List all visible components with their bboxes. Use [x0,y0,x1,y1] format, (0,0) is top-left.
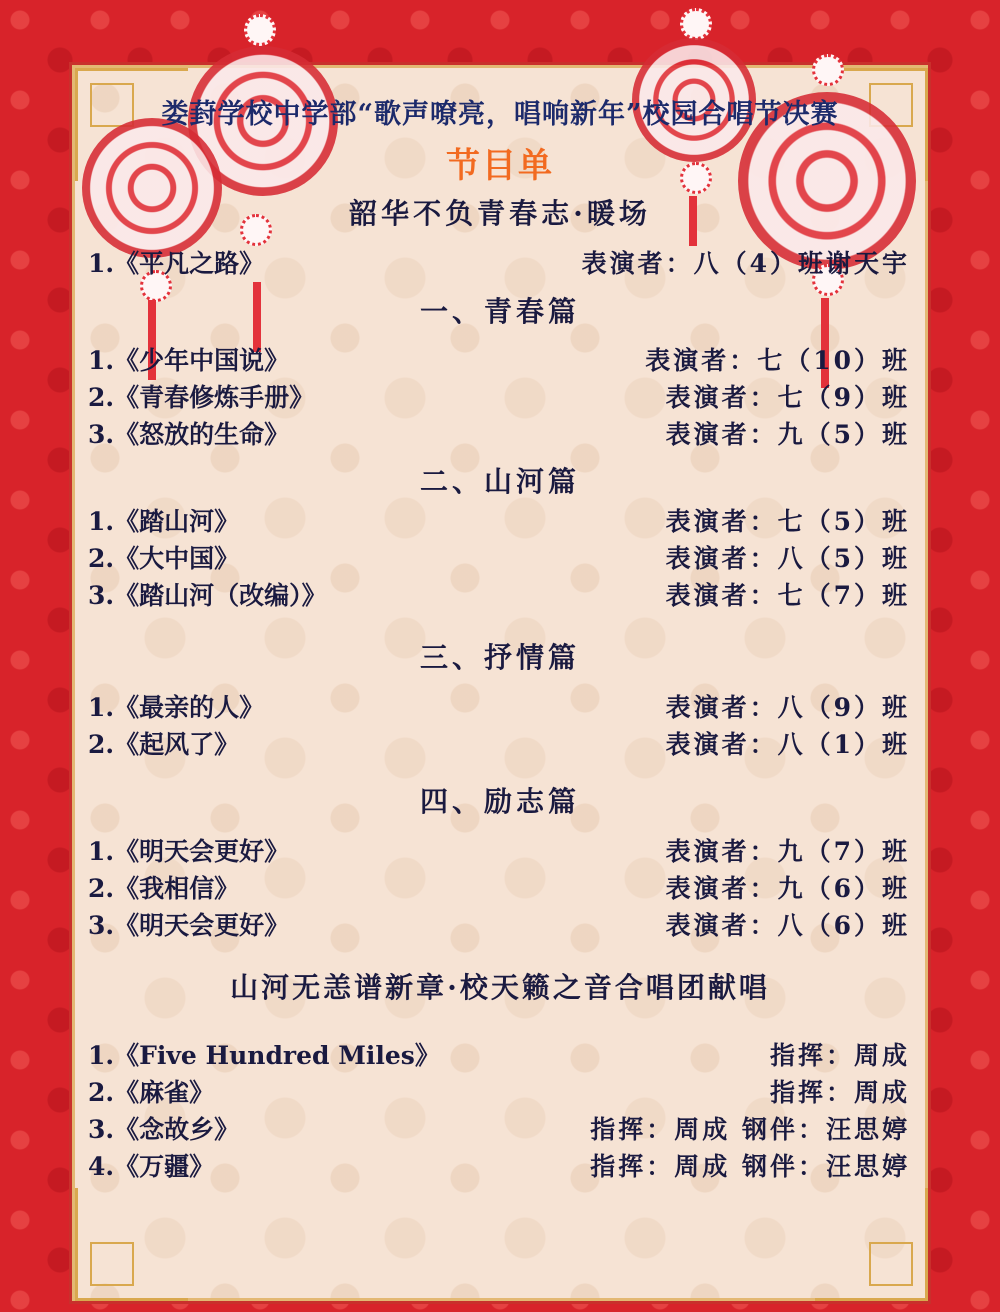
song-title: 1.《平凡之路》 [88,249,265,278]
performer: 表演者：八（1）班 [665,730,910,759]
song-title: 1.《明天会更好》 [88,837,290,866]
section-heading: 山河无恙谱新章·校天籁之音合唱团献唱 [230,971,770,1004]
performer: 表演者：八（6）班 [665,911,910,940]
program-item [88,1147,910,1183]
song-title: 2.《我相信》 [88,874,240,903]
performer: 表演者：九（5）班 [665,420,910,449]
gold-corner-ornament [815,1188,928,1301]
program-item [88,539,910,575]
program-item [88,725,910,761]
conductor: 指挥：周成 [769,1041,910,1070]
performer: 表演者：七（9）班 [665,383,910,412]
section-heading: 三、抒情篇 [419,641,580,674]
section-heading: 四、励志篇 [419,785,580,818]
gold-corner-ornament [75,1188,188,1301]
program-title: 娄葑学校中学部“歌声嘹亮，唱响新年”校园合唱节决赛 [161,99,839,130]
program-item [88,502,910,538]
song-title: 2.《起风了》 [88,730,240,759]
conductor-and-pianist: 指挥：周成 钢伴：汪思婷 [590,1152,910,1181]
song-title: 1.《Five Hundred Miles》 [88,1041,440,1070]
program-item [88,378,910,414]
program-item [88,869,910,905]
song-title: 1.《最亲的人》 [88,693,265,722]
song-title: 1.《少年中国说》 [88,346,290,375]
conductor-and-pianist: 指挥：周成 钢伴：汪思婷 [590,1115,910,1144]
program-item [88,906,910,942]
performer: 表演者：七（5）班 [665,507,910,536]
program-item [88,1110,910,1146]
program-item [88,688,910,724]
program-item [88,576,910,612]
song-title: 3.《踏山河（改编）》 [88,581,327,610]
performer: 表演者：九（6）班 [665,874,910,903]
chinese-knot-icon [812,54,844,86]
performer: 表演者：八（5）班 [665,544,910,573]
song-title: 1.《踏山河》 [88,507,240,536]
program-item [88,415,910,451]
song-title: 3.《念故乡》 [88,1115,240,1144]
performer: 表演者：九（7）班 [665,837,910,866]
program-item [88,1073,910,1109]
song-title: 2.《青春修炼手册》 [88,383,315,412]
song-title: 4.《万疆》 [88,1152,215,1181]
song-title: 3.《明天会更好》 [88,911,290,940]
chinese-knot-icon [244,14,276,46]
song-title: 2.《大中国》 [88,544,240,573]
program-item [88,244,910,280]
program-item [88,832,910,868]
program-item [88,341,910,377]
program-subtitle: 节目单 [446,146,554,186]
song-title: 2.《麻雀》 [88,1078,215,1107]
section-heading: 韶华不负青春志·暖场 [349,197,651,230]
section-heading: 二、山河篇 [419,465,580,498]
performer: 表演者：八（9）班 [665,693,910,722]
song-title: 3.《怒放的生命》 [88,420,290,449]
performer: 表演者：七（7）班 [665,581,910,610]
chinese-knot-icon [680,8,712,40]
program-item [88,1036,910,1072]
section-heading: 一、青春篇 [419,295,580,328]
performer: 表演者：八（4）班谢天宇 [581,249,910,278]
performer: 表演者：七（10）班 [645,346,910,375]
conductor: 指挥：周成 [769,1078,910,1107]
